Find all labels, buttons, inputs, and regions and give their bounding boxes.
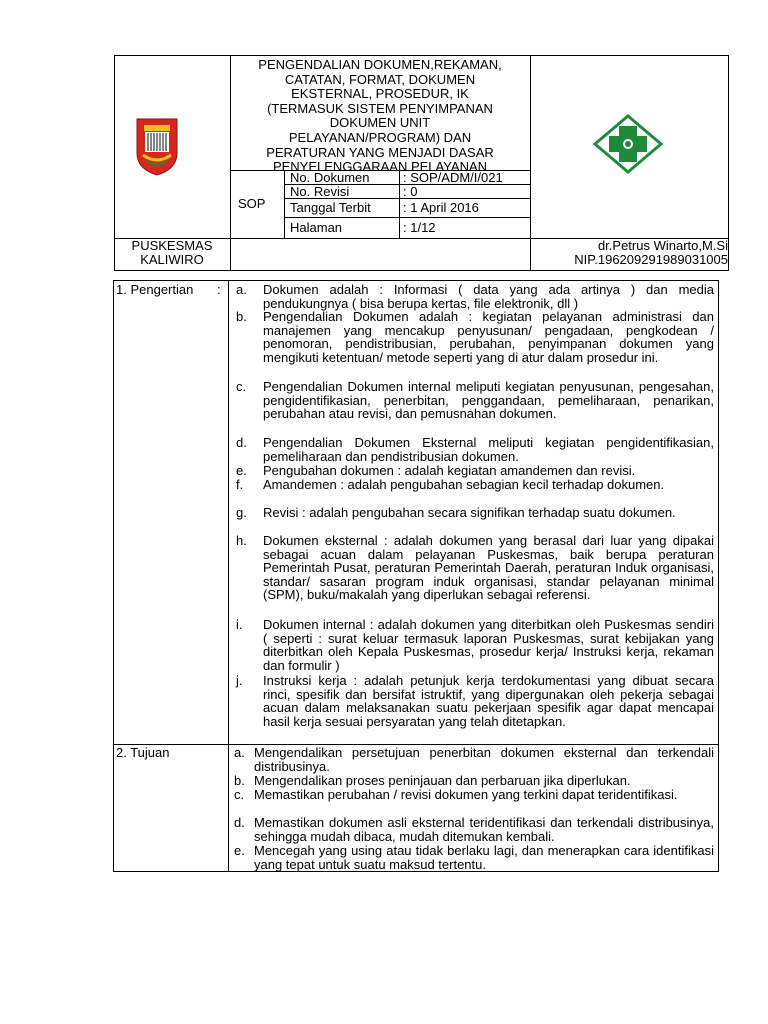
item-letter: h. [236, 533, 247, 548]
item-letter: a. [236, 282, 247, 297]
meta-value-tanggal-terbit: : 1 April 2016 [403, 200, 479, 215]
meta-label-halaman: Halaman [290, 220, 343, 235]
meta-label-tanggal-terbit: Tanggal Terbit [290, 200, 371, 215]
item-letter: a. [234, 745, 245, 760]
meta-value-no-dokumen: : SOP/ADM/I/021 [403, 170, 503, 185]
item-text: Pengubahan dokumen : adalah kegiatan amandemen dan revisi. [263, 463, 636, 478]
list-item [234, 788, 714, 802]
item-letter: j. [236, 673, 243, 688]
item-text: Mencegah yang using atau tidak berlaku lagi, dan menerapkan cara identifikasi yang tepat untuk suatu maksud tertentu. [254, 843, 714, 872]
meta-divider-2 [399, 170, 400, 238]
item-text: Mengendalikan persetujuan penerbitan dokumen eksternal dan terkendali distribusinya. [254, 745, 714, 774]
item-text: Instruksi kerja : adalah petunjuk kerja terdokumentasi yang dibuat secara rinci, spesifik dan bersifat istruktif, yang dipergunakan oleh pekerja sebagai acuan dalam melaksanakan suatu pekerjaan spesifik agar dapat mencapai hasil kerja sesuai persyaratan yang telah ditetapkan. [263, 673, 714, 729]
document-title [230, 58, 530, 175]
title-line: DOKUMEN UNIT [329, 115, 431, 131]
list-item [236, 534, 714, 602]
title-line: EKSTERNAL, PROSEDUR, IK [291, 86, 469, 102]
item-letter: c. [236, 379, 247, 394]
meta-divider-1 [284, 170, 285, 238]
item-text: Dokumen internal : adalah dokumen yang diterbitkan oleh Puskesmas sendiri ( seperti : surat keluar termasuk laporan Puskesmas, surat kebijakan yang diterbitkan oleh Kepala Puskesmas, prosedur kerja/ Instruksi kerja, rekaman dan formulir ) [263, 617, 714, 673]
sop-label: SOP [238, 196, 266, 211]
title-line: PENGENDALIAN DOKUMEN,REKAMAN, [258, 57, 502, 72]
item-text: Revisi : adalah pengubahan secara signifikan terhadap suatu dokumen. [263, 505, 676, 520]
org-line: PUSKESMAS [131, 238, 213, 253]
signer-name: dr.Petrus Winarto,M.Si [597, 238, 728, 253]
title-line: (TERMASUK SISTEM PENYIMPANAN [267, 100, 493, 116]
title-line: PERATURAN YANG MENJADI DASAR [266, 144, 494, 160]
title-line: CATATAN, FORMAT, DOKUMEN [284, 71, 476, 87]
section-colon: : [217, 282, 221, 297]
item-text: Pengendalian Dokumen Eksternal meliputi kegiatan pengidentifikasian, pemeliharaan dan pendistribusian dokumen. [263, 435, 714, 464]
item-letter: d. [236, 435, 247, 450]
org-line: KALIWIRO [140, 252, 204, 267]
list-item [234, 774, 714, 788]
meta-label-no-dokumen: No. Dokumen [290, 170, 370, 185]
content-col-divider [228, 280, 229, 872]
list-item [234, 746, 714, 773]
item-letter: b. [236, 309, 247, 324]
regency-emblem-icon [135, 115, 179, 177]
list-item [236, 464, 714, 478]
item-letter: e. [234, 843, 245, 858]
list-item [234, 844, 714, 871]
item-text: Dokumen adalah : Informasi ( data yang ada artinya ) dan media pendukungnya ( bisa berupa kertas, file elektronik, dll ) [263, 282, 714, 311]
item-text: Memastikan dokumen asli eksternal teridentifikasi dan terkendali distribusinya, sehingga mudah dibaca, mudah ditemukan kembali. [254, 815, 714, 844]
item-letter: g. [236, 505, 247, 520]
title-line: PELAYANAN/PROGRAM) DAN [288, 129, 472, 145]
item-text: Pengendalian Dokumen adalah : kegiatan pelayanan administrasi dan manajemen yang mencakup penyusunan/ pengadaan, pengkodean / penomoran, pendistribusian, perubahan, penyimpanan dokumen yang mengikuti ketentuan/ metode seperti yang di atur dalam prosedur ini. [263, 309, 714, 365]
puskesmas-cross-icon [593, 114, 663, 174]
item-letter: e. [236, 463, 247, 478]
list-item [236, 436, 714, 463]
section-label-tujuan: 2. Tujuan [116, 745, 170, 760]
item-letter: c. [234, 787, 245, 802]
item-letter: d. [234, 815, 245, 830]
list-item [236, 310, 714, 364]
meta-value-halaman: : 1/12 [403, 220, 436, 235]
list-item [236, 674, 714, 728]
item-text: Dokumen eksternal : adalah dokumen yang berasal dari luar yang dipakai sebagai acuan dalam pelayanan Puskesmas, baik berupa peraturan Pemerintah Pusat, peraturan Pemerintah Daerah, peraturan Induk organisasi, standar/ sasaran program induk organisasi, standar pelayanan minimal (SPM), buku/makalah yang diperlukan sebagai referensi. [263, 533, 714, 603]
item-text: Pengendalian Dokumen internal meliputi kegiatan penyusunan, pengesahan, pengidentifikasian, penerbitan, penggandaan, pemeliharaan, penarikan, perubahan atau revisi, dan pemusnahan dokumen. [263, 379, 714, 422]
list-item [236, 478, 714, 492]
list-item [236, 380, 714, 421]
meta-value-no-revisi: : 0 [403, 184, 418, 199]
section-label-pengertian: 1. Pengertian [116, 282, 194, 297]
item-letter: i. [236, 617, 243, 632]
item-letter: f. [236, 477, 244, 492]
signer-block [531, 239, 728, 267]
meta-row-line-3 [284, 217, 531, 218]
item-text: Memastikan perubahan / revisi dokumen yang terkini dapat teridentifikasi. [254, 787, 678, 802]
list-item [234, 816, 714, 843]
item-text: Mengendalikan proses peninjauan dan perbaruan jika diperlukan. [254, 773, 631, 788]
item-text: Amandemen : adalah pengubahan sebagian kecil terhadap dokumen. [263, 477, 665, 492]
list-item [236, 506, 714, 520]
meta-label-no-revisi: No. Revisi [290, 184, 350, 199]
signer-nip: NIP.196209291989031005 [574, 252, 728, 267]
item-letter: b. [234, 773, 245, 788]
list-item [236, 618, 714, 672]
list-item [236, 283, 714, 310]
title-line: PENYELENGGARAAN PELAYANAN [272, 159, 488, 175]
org-name [114, 239, 230, 267]
